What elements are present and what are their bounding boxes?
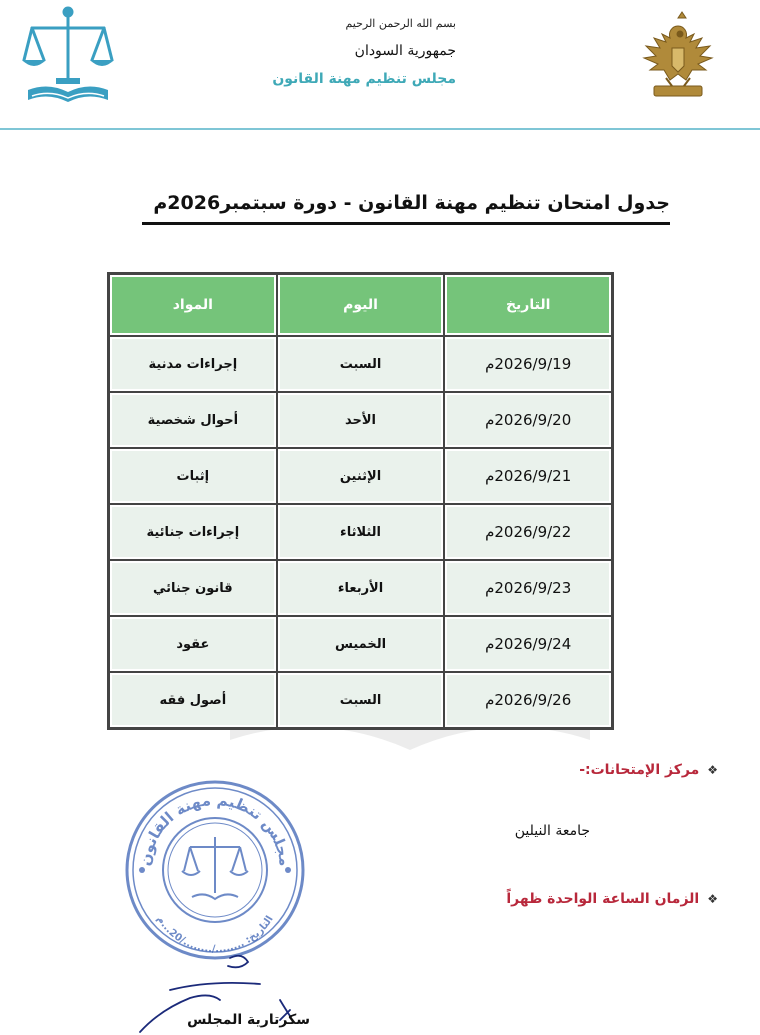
table-row — [109, 560, 612, 616]
exam-schedule — [107, 272, 614, 719]
cell-day: الخميس — [277, 616, 445, 672]
cell-day: الأربعاء — [277, 560, 445, 616]
table-row — [109, 504, 612, 560]
cell-day: السبت — [277, 336, 445, 392]
title-underline — [142, 222, 670, 225]
cell-date: 2026/9/24م — [444, 616, 612, 672]
cell-subject: قانون جنائي — [109, 560, 277, 616]
cell-date: 2026/9/22م — [444, 504, 612, 560]
signature-label: سكرتارية المجلس — [187, 1012, 310, 1028]
cell-date: 2026/9/23م — [444, 560, 612, 616]
council-name: مجلس تنظيم مهنة القانون — [272, 71, 456, 87]
cell-day: الثلاثاء — [277, 504, 445, 560]
bullet-icon: ❖ — [707, 763, 718, 777]
exam-center-label: مركز الإمتحانات:- — [579, 762, 700, 778]
exam-time-label: الزمان الساعة الواحدة ظهراً — [506, 891, 700, 907]
table-row — [109, 392, 612, 448]
stamp-ring-text: مجلس تنظيم مهنة القانون — [135, 790, 294, 868]
table-row — [109, 616, 612, 672]
official-stamp-icon — [120, 775, 310, 965]
cell-date: 2026/9/21م — [444, 448, 612, 504]
document-title: جدول امتحان تنظيم مهنة القانون - دورة سبتمبر2026م — [153, 192, 670, 214]
exam-center-value: جامعة النيلين — [514, 823, 590, 839]
svg-text:التاريخ: ......../......../20. — [154, 914, 275, 955]
table-row — [109, 448, 612, 504]
table-header-row — [109, 274, 612, 336]
table-row — [109, 672, 612, 728]
schedule-table — [107, 272, 614, 730]
header-subject: المواد — [109, 274, 277, 336]
stamp-date-text: التاريخ: ......../......../20...م — [154, 914, 276, 956]
cell-day: الأحد — [277, 392, 445, 448]
cell-day: الإثنين — [277, 448, 445, 504]
cell-subject: إثبات — [109, 448, 277, 504]
sudan-emblem-icon — [632, 8, 724, 108]
cell-date: 2026/9/26م — [444, 672, 612, 728]
cell-subject: إجراءات مدنية — [109, 336, 277, 392]
exam-center-label-row — [579, 762, 718, 778]
table-row — [109, 336, 612, 392]
cell-subject: عقود — [109, 616, 277, 672]
cell-day: السبت — [277, 672, 445, 728]
header-text — [240, 14, 456, 90]
republic-name: جمهورية السودان — [354, 43, 456, 59]
bullet-icon: ❖ — [707, 892, 718, 906]
scales-of-justice-logo-icon — [18, 4, 118, 114]
cell-subject: إجراءات جنائية — [109, 504, 277, 560]
basmala: بسم الله الرحمن الرحيم — [345, 17, 456, 30]
header-divider — [0, 128, 760, 130]
exam-time-row — [506, 891, 718, 907]
cell-subject: أصول فقه — [109, 672, 277, 728]
cell-subject: أحوال شخصية — [109, 392, 277, 448]
header-day: اليوم — [277, 274, 445, 336]
cell-date: 2026/9/20م — [444, 392, 612, 448]
cell-date: 2026/9/19م — [444, 336, 612, 392]
header-date: التاريخ — [444, 274, 612, 336]
